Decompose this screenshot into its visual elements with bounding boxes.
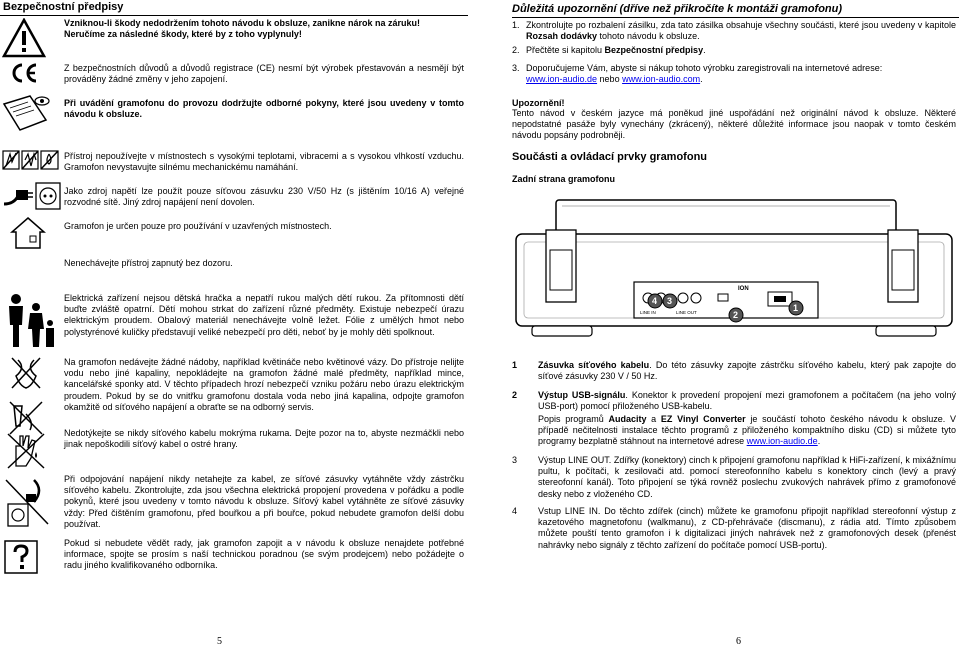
control-2-desc: . Konektor k provedení propojení mezi gramofonem a počítačem (na jeho volný USB-port) pomocí přiloženého USB-kabelu.: [538, 390, 957, 412]
indoor-text: Gramofon je určen pouze pro používání v uzavřených místnostech.: [64, 221, 332, 231]
jack-label-line-out: LINE OUT: [676, 310, 697, 315]
power-text: Jako zdroj napětí lze použít pouze síťovou zásuvku 230 V/50 Hz (s jištěním 10/16 A) veřejné rozvodné sítě. Jiný zdroj napájení není dovolen.: [64, 186, 464, 208]
programs-text-a: Popis programů: [538, 414, 609, 424]
unplug-text: Při odpojování napájení nikdy netahejte za kabel, ze síťové zásuvky vytáhněte vždy zástrčku síťového kabelu. Zkontrolujte, zda jsou všechna elektrická propojení provedena v pořádku a podle pokynů, které jsou uvedeny v tomto návodu k obsluze. Síťový kabel vytáhněte ze síťové zásuvky vždy: Před čištěním gramofonu, před bouřkou a při bouřce, pokud nebudete gramofon delší dobu používat.: [64, 474, 464, 529]
ce-mark-icon: [10, 62, 40, 84]
unattended-text: Nenechávejte přístroj zapnutý bez dozoru.: [64, 258, 233, 268]
page-number-left: 5: [217, 636, 222, 647]
left-page: [0, 0, 470, 648]
control-1-number: 1: [512, 360, 518, 370]
control-1-bold: Zásuvka síťového kabelu: [538, 360, 650, 370]
control-4-number: 4: [512, 506, 518, 516]
ez-vinyl-label: EZ Vinyl Converter: [660, 414, 746, 424]
callout-3: 3: [667, 296, 673, 306]
control-2-text: [538, 390, 956, 412]
callout-2: 2: [733, 310, 739, 320]
control-2-bold: Výstup USB-signálu: [538, 390, 626, 400]
item-2-bold: Bezpečnostní předpisy: [604, 45, 704, 55]
ce-text: Z bezpečnostních důvodů a důvodů registrace (CE) nesmí být výrobek přestavován a nesmějí být prováděny žádné změny v jeho zapojení.: [64, 63, 464, 85]
item-1-text-a: Zkontrolujte po rozbalení zásilku, zda tato zásilka obsahuje všechny součásti, které jsou uvedeny v kapitole: [526, 20, 956, 30]
unplug-icon: [4, 476, 50, 528]
children-text: Elektrická zařízení nejsou dětská hračka a nepatří rukou malých dětí rukou. Za přítomnosti dětí buďte zvláště opatrní. Dětí mohou strkat do zařízení různé předměty. Existuje nebezpečí úrazu elektrickým proudem. Obalový materiál nenechávejte volně ležet. Fólie z umělých hmot nebo polystyrénové kuličky představují veliké nebezpečí pro děti, neboť by je mohly děti spolknout.: [64, 293, 464, 337]
item-3-links: www.ion-audio.de nebo www.ion-audio.com.: [526, 74, 703, 84]
no-vase-icon: [10, 356, 42, 390]
download-link[interactable]: www.ion-audio.de: [746, 436, 818, 447]
turntable-rear-diagram: [512, 190, 959, 350]
warning-line1: Vzniknou-li škody nedodržením tohoto návodu k obsluze, zanikne nárok na záruku!: [64, 18, 421, 28]
diagram-brand-label: ION: [738, 286, 749, 292]
item-3-number: 3.: [512, 63, 520, 73]
item-3-text: Doporučujeme Vám, abyste si nákup tohoto výrobku zaregistrovali na internetové adrese:: [526, 63, 883, 73]
control-2-programs-text: [538, 414, 956, 448]
jack-label-line-in: LINE IN: [640, 310, 656, 315]
links-separator: nebo: [597, 74, 623, 84]
controls-title: Součásti a ovládací prvky gramofonu: [512, 151, 708, 163]
read-manual-icon: [2, 94, 50, 132]
control-1-text: [538, 360, 956, 382]
children-warning-icon: [4, 293, 56, 349]
warning-line2: Neručíme za následné škody, které by z toho vyplynuly!: [64, 29, 302, 39]
indoor-house-icon: [10, 216, 46, 250]
wet-hands-text: Nedotýkejte se nikdy síťového kabelu mokrýma rukama. Dejte pozor na to, abyste nezmáčkli nebo jinak nepoškodili síťový kabel o ostré hrany.: [64, 428, 464, 450]
no-heat-vibration-humidity-icon: [2, 148, 60, 172]
no-wet-hands-icon: [6, 432, 46, 470]
safety-title: Bezpečnostní předpisy: [3, 1, 124, 13]
control-3-number: 3: [512, 455, 518, 465]
control-1-desc: . Do této zásuvky zapojte zástrčku síťového kabelu, který pak zapojte do síťové zásuvky 230 V / 50 Hz.: [538, 360, 956, 382]
control-2-number: 2: [512, 390, 518, 400]
ion-audio-de-link[interactable]: www.ion-audio.de: [526, 74, 598, 84]
page-number-right: 6: [736, 636, 741, 647]
warning-triangle-icon: [2, 18, 46, 58]
callout-4: 4: [652, 296, 658, 306]
note-text: Tento návod v českém jazyce má poněkud jiné uspořádání než originální návod k obsluze. Některé nepodstatné pasáže byly vynechány (zkrácený), některé důležité informace jsou naopak v tomto českém návodu popsány podrobněji.: [512, 108, 956, 141]
note-title: Upozornění!: [512, 98, 565, 108]
manual-text: Při uvádění gramofonu do provozu dodržujte odborné pokyny, které jsou uvedeny v tomto návodu k obsluze.: [64, 98, 464, 120]
liquids-text: Na gramofon nedávejte žádné nádoby, například květináče nebo květinové vázy. Do přístroje nelijte vodu nebo jiné kapaliny, nepokládejte na gramofon žádné malé předměty, například mince, kancelářské sponky atd. V těchto případech hrozí nebezpečí vzniku požáru nebo úrazu elektrickým proudem. Pokud by se do vnitřku gramofonu dostala voda nebo jiná kapalina, odpojte gramofon okamžitě od síťového napájení a obraťte se na odborný servis.: [64, 357, 464, 412]
programs-text-c: je součástí tohoto českého návodu k obsluze. V případě nečitelnosti instalace těchto programů z přiloženého kompaktního disku (CD) si můžete tyto programy bezplatně stáhnout na internetové adrese: [538, 414, 956, 447]
control-3-text: Výstup LINE OUT. Zdířky (konektory) cinch k připojení gramofonu například k HiFi-zařízení, k mixážnímu pultu, k počítači, k zesilovači atd. pomocí stereofonního kabelu s konektory cinch (levý a pravý stereofonní kanál). Toto připojení se týká rovněž poslechu zvukových nahrávek přímo z gramofonové desky nebo z vloženého CD.: [538, 455, 956, 499]
environment-text: Přístroj nepoužívejte v místnostech s vysokými teplotami, vibracemi a s vysokou vlhkostí vzduchu. Gramofon nevystavujte silnému mechanickému namáhání.: [64, 151, 464, 173]
item-1-text: [526, 20, 956, 42]
right-title-underline: [512, 17, 959, 18]
ion-audio-com-link[interactable]: www.ion-audio.com: [622, 74, 701, 84]
title-underline: [0, 15, 468, 16]
programs-text-mid: a: [646, 414, 661, 424]
item-2-text: [526, 45, 956, 56]
control-4-text: Vstup LINE IN. Do těchto zdířek (cinch) můžete ke gramofonu připojit například stereofonní výstup z kazetového magnetofonu (walkmanu), z CD-přehrávače (discmanu), z rádia atd. Tímto způsobem můžete pouští tento gramofon i k digitalizaci jiných nahrávek než z gramofonových desek (přenést nahrávky nebo signály z těchto zařízení do počítače pomocí USB-portu).: [538, 506, 956, 550]
item-1-number: 1.: [512, 20, 520, 30]
no-liquid-icon: [8, 400, 44, 436]
item-1-text-b: tohoto návodu k obsluze.: [597, 31, 700, 42]
item-2-text-a: Přečtěte si kapitolu: [526, 45, 605, 55]
item-2-text-b: .: [703, 45, 706, 55]
programs-text-end: .: [817, 436, 821, 447]
callout-1: 1: [793, 303, 799, 313]
important-notes-title: Důležitá upozornění (dříve než přikročíte k montáži gramofonu): [512, 3, 843, 15]
right-page: [512, 0, 959, 648]
doubt-text: Pokud si nebudete vědět rady, jak gramofon zapojit a v návodu k obsluze nenajdete potřebné informace, spojte se prosím s naší technickou poradnou (se svým prodejcem) nebo požádejte o radu jiného kvalifikovaného odborníka.: [64, 538, 464, 571]
item-1-bold: Rozsah dodávky: [526, 31, 598, 42]
plug-socket-icon: [2, 180, 62, 212]
item-2-number: 2.: [512, 45, 520, 55]
rear-side-title: Zadní strana gramofonu: [512, 174, 616, 184]
question-mark-icon: [4, 540, 38, 574]
audacity-label: Audacity: [608, 414, 647, 424]
